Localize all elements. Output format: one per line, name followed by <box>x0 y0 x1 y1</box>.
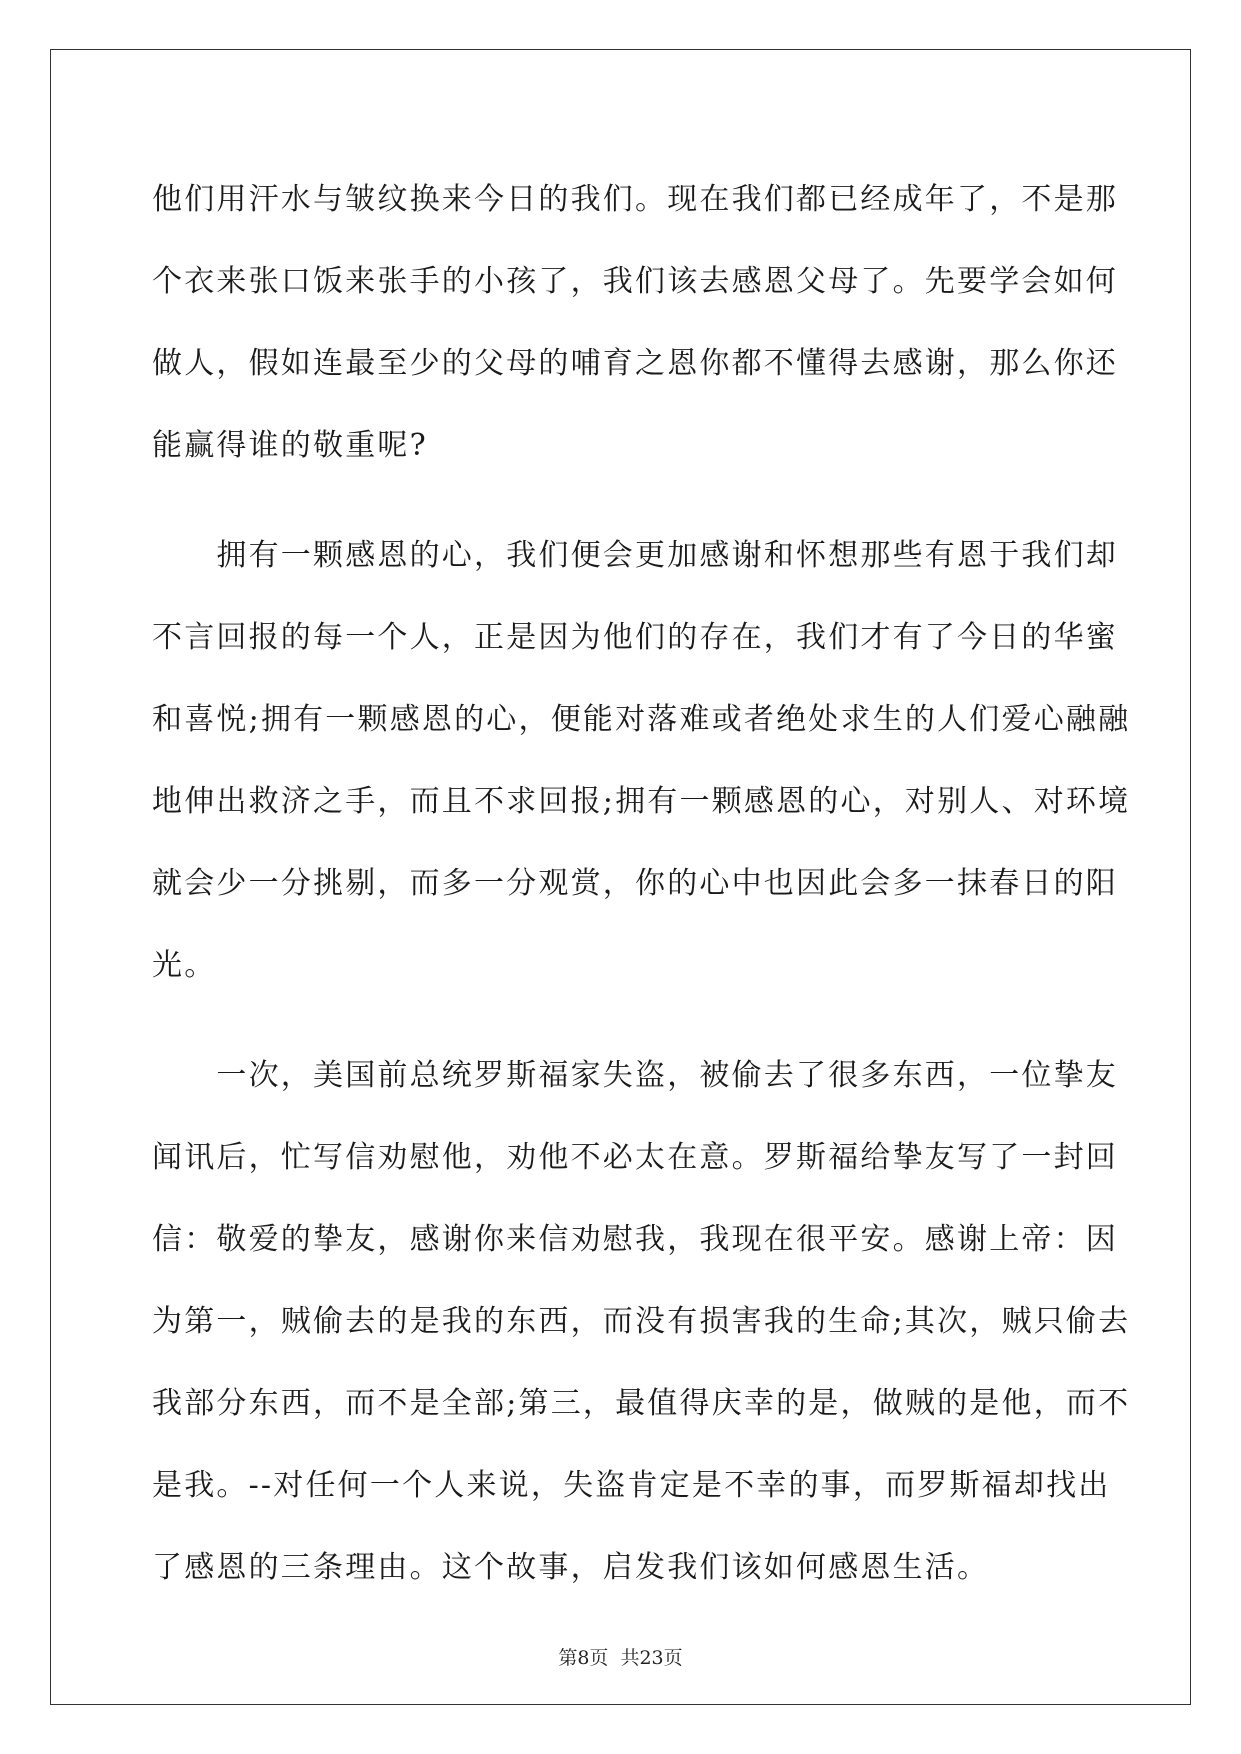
text-line: 了感恩的三条理由。这个故事，启发我们该如何感恩生活。 <box>152 1550 990 1585</box>
text-line: 一次，美国前总统罗斯福家失盗，被偷去了很多东西，一位挚友 <box>152 1058 1118 1093</box>
text-line: 是我。--对任何一个人来说，失盗肯定是不幸的事，而罗斯福却找出 <box>152 1468 1111 1503</box>
page-number: 第8页 <box>558 1647 609 1669</box>
page-footer <box>0 1643 1241 1670</box>
text-line: 我部分东西，而不是全部;第三，最值得庆幸的是，做贼的是他，而不 <box>152 1386 1131 1421</box>
text-line: 拥有一颗感恩的心，我们便会更加感谢和怀想那些有恩于我们却 <box>152 538 1118 573</box>
text-line: 就会少一分挑剔，而多一分观赏，你的心中也因此会多一抹春日的阳 <box>152 866 1118 901</box>
document-body <box>152 159 1131 1637</box>
text-line: 能赢得谁的敬重呢? <box>152 428 428 463</box>
text-line: 和喜悦;拥有一颗感恩的心，便能对落难或者绝处求生的人们爱心融融 <box>152 702 1131 737</box>
text-line: 不言回报的每一个人，正是因为他们的存在，我们才有了今日的华蜜 <box>152 620 1118 655</box>
text-line: 光。 <box>152 948 217 983</box>
text-line: 个衣来张口饭来张手的小孩了，我们该去感恩父母了。先要学会如何 <box>152 264 1118 299</box>
text-line: 信：敬爱的挚友，感谢你来信劝慰我，我现在很平安。感谢上帝：因 <box>152 1222 1118 1257</box>
paragraph-3 <box>152 1035 1131 1609</box>
text-line: 做人，假如连最至少的父母的哺育之恩你都不懂得去感谢，那么你还 <box>152 346 1118 381</box>
paragraph-1 <box>152 159 1118 487</box>
text-line: 他们用汗水与皱纹换来今日的我们。现在我们都已经成年了，不是那 <box>152 182 1118 217</box>
paragraph-2 <box>152 515 1131 1007</box>
page-total: 共23页 <box>620 1647 683 1669</box>
text-line: 闻讯后，忙写信劝慰他，劝他不必太在意。罗斯福给挚友写了一封回 <box>152 1140 1118 1175</box>
text-line: 为第一，贼偷去的是我的东西，而没有损害我的生命;其次，贼只偷去 <box>152 1304 1131 1339</box>
text-line: 地伸出救济之手，而且不求回报;拥有一颗感恩的心，对别人、对环境 <box>152 784 1131 819</box>
